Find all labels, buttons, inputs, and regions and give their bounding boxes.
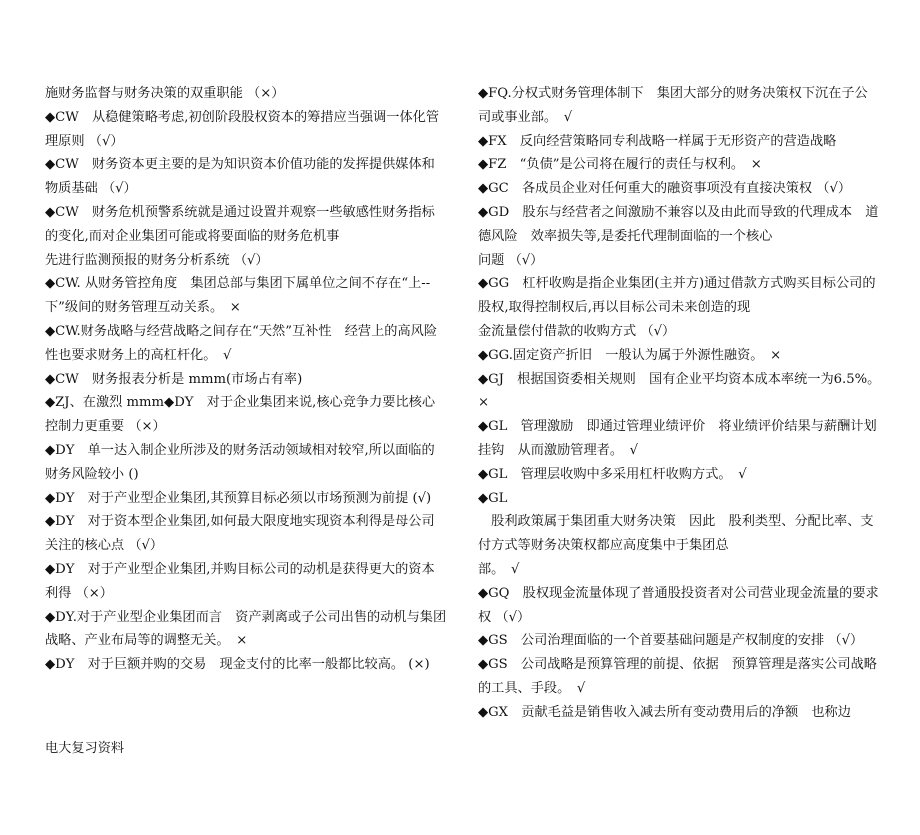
entry: ◆CW 财务报表分析是 mmm(市场占有率) xyxy=(45,371,303,387)
page-footer: 电大复习资料 xyxy=(45,741,125,756)
entry: ◆GS 公司战略是预算管理的前提、依据 预算管理是落实公司战略的工具、手段。 √ xyxy=(478,657,877,696)
entry: ◆CW.财务战略与经营战略之间存在“天然”互补性 经营上的高风险性也要求财务上的高杠杆化。 √ xyxy=(45,323,438,363)
entry: ◆GL 股利政策属于集团重大财务决策 因此 股利类型、分配比率、支付方式等财务决策权都应高度集中于集团总 部。 √ xyxy=(478,490,874,577)
entry: ◆GS 公司治理面临的一个首要基础问题是产权制度的安排 （√） xyxy=(478,633,864,649)
entry: ◆CW 从稳健策略考虑,初创阶段股权资本的筹措应当强调一体化管理原则 （√） xyxy=(45,109,440,149)
entry: ◆DY 对于产业型企业集团,其预算目标必须以市场预测为前提 (√) xyxy=(45,490,432,506)
entry: ◆GG 杠杆收购是指企业集团(主并方)通过借款方式购买目标公司的股权,取得控制权后,再以目标公司未来创造的现 金流量偿付借款的收购方式 （√） xyxy=(478,276,876,339)
entry: ◆GL 管理层收购中多采用杠杆收购方式。 √ xyxy=(478,466,747,482)
entry: ◆DY.对于产业型企业集团而言 资产剥离或子公司出售的动机与集团战略、产业布局等的调整无关。 × xyxy=(45,609,447,649)
right-column xyxy=(478,82,887,725)
entry: ◆GD 股东与经营者之间激励不兼容以及由此而导致的代理成本 道德风险 效率损失等,是委托代理制面临的一个核心 问题 （√） xyxy=(478,204,879,268)
entry: ◆GX 贡献毛益是销售收入减去所有变动费用后的净额 也称边 xyxy=(478,704,851,720)
entry: ◆GQ 股权现金流量体现了普通股投资者对公司营业现金流量的要求权 （√） xyxy=(478,585,879,625)
entry: ◆GC 各成员企业对任何重大的融资事项没有直接决策权 （√） xyxy=(478,181,852,197)
entry: ◆DY 对于巨额并购的交易 现金支付的比率一般都比较高。 (×) xyxy=(45,657,430,673)
left-column xyxy=(45,82,447,677)
entry: ◆GJ 根据国资委相关规则 国有企业平均资本成本率统一为6.5%。 × xyxy=(478,371,887,411)
entry: 施财务监督与财务决策的双重职能 （×） xyxy=(45,86,285,101)
entry: ◆ZJ、在激烈 mmm◆DY 对于企业集团来说,核心竞争力要比核心控制力更重要 （×） xyxy=(45,395,436,435)
entry: ◆CW 财务危机预警系统就是通过设置并观察一些敏感性财务指标的变化,而对企业集团可能或将要面临的财务危机事 先进行监测预报的财务分析系统 （√） xyxy=(45,204,435,268)
entry: ◆GG.固定资产折旧 一般认为属于外源性融资。 × xyxy=(478,347,782,363)
entry: ◆FZ “负债”是公司将在履行的责任与权利。 × xyxy=(478,157,762,173)
entry: ◆DY 单一达入制企业所涉及的财务活动领域相对较窄,所以面临的财务风险较小 () xyxy=(45,442,435,482)
entry: ◆FX 反向经营策略同专利战略一样属于无形资产的营造战略 xyxy=(478,133,837,149)
entry: ◆CW 财务资本更主要的是为知识资本价值功能的发挥提供媒体和物质基础 （√） xyxy=(45,157,435,197)
entry: ◆DY 对于资本型企业集团,如何最大限度地实现资本利得是母公司关注的核心点 （√） xyxy=(45,514,435,554)
entry: ◆FQ.分权式财务管理体制下 集团大部分的财务决策权下沉在子公司或事业部。 √ xyxy=(478,86,868,125)
entry: ◆DY 对于产业型企业集团,并购目标公司的动机是获得更大的资本利得 （×） xyxy=(45,561,435,601)
entry: ◆GL 管理激励 即通过管理业绩评价 将业绩评价结果与薪酬计划挂钩 从而激励管理者。 √ xyxy=(478,419,877,458)
entry: ◆CW. 从财务管控角度 集团总部与集团下属单位之间不存在“上--下”级间的财务管理互动关系。 × xyxy=(45,276,431,316)
